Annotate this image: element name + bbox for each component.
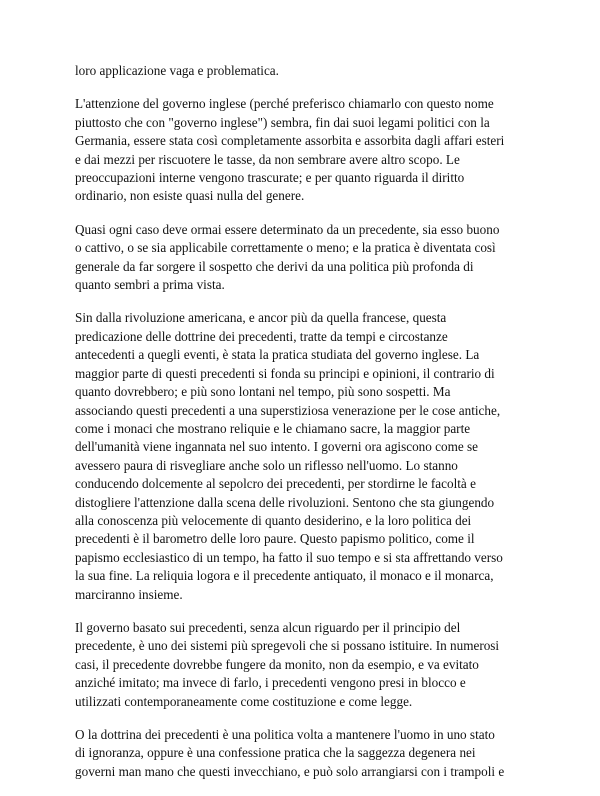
- text-line: precedente, è uno dei sistemi più spregevoli che si possano istituire. In numerosi: [75, 638, 500, 654]
- text-line: maggior parte di questi precedenti si fonda su principi e opinioni, il contrario di: [75, 365, 495, 381]
- text-line: O la dottrina dei precedenti è una politica volta a mantenere l'uomo in uno stato: [75, 727, 495, 742]
- text-line: utilizzati contemporaneamente come costituzione e come legge.: [75, 693, 413, 709]
- text-line: casi, il precedente dovrebbe fungere da monito, non da esempio, e va evitato: [75, 656, 479, 672]
- text-line: la sua fine. La reliquia logora e il precedente antiquato, il monaco e il monarca,: [75, 568, 494, 584]
- text-line: Il governo basato sui precedenti, senza alcun riguardo per il principio del: [75, 619, 461, 635]
- text-line: marciranno insieme.: [75, 586, 183, 602]
- text-line: Germania, essere stata così completamente assorbita e assorbita dagli affari esteri: [75, 133, 505, 149]
- text-line: anziché imitato; ma invece di farlo, i precedenti vengono presi in blocco e: [75, 675, 466, 691]
- text-line: associando questi precedenti a una superstiziosa venerazione per le cose antiche,: [75, 402, 501, 418]
- text-line: conducendo dolcemente al sepolcro dei precedenti, per stordirne le facoltà e: [75, 476, 476, 492]
- paragraph: [75, 221, 533, 295]
- text-line: L'attenzione del governo inglese (perché preferisco chiamarlo con questo nome: [75, 96, 494, 112]
- text-line: avessero paura di risvegliare anche solo un riflesso nell'uomo. Lo stanno: [75, 457, 458, 473]
- text-line: precedenti è il barometro delle loro paure. Questo papismo politico, come il: [75, 531, 475, 547]
- document-body: [75, 62, 533, 796]
- text-line: Sin dalla rivoluzione americana, e ancor più da quella francese, questa: [75, 310, 447, 326]
- text-line: o cattivo, o se sia applicabile correttamente o meno; e la pratica è diventata così: [75, 240, 496, 256]
- text-line: ordinario, non esiste quasi nulla del genere.: [75, 188, 305, 204]
- text-line: dell'umanità viene ingannata nel suo intento. I governi ora agiscono come se: [75, 439, 479, 455]
- text-line: preoccupazioni interne vengono trascurate; e per quanto riguarda il diritto: [75, 170, 465, 186]
- text-line: governi man mano che questi invecchiano, e può solo arrangiarsi con i trampoli e: [75, 763, 505, 779]
- text-line: e dai mezzi per riscuotere le tasse, da non sembrare avere altro scopo. Le: [75, 151, 460, 167]
- text-line: distogliere l'attenzione dalla scena delle rivoluzioni. Sentono che sta giungendo: [75, 494, 495, 510]
- text-line: alla conoscenza più velocemente di quanto desiderino, e la loro politica dei: [75, 512, 472, 528]
- text-line: quanto sembri a prima vista.: [75, 277, 225, 293]
- text-line: Quasi ogni caso deve ormai essere determinato da un precedente, sia esso buono: [75, 221, 500, 237]
- text-line: come i monaci che mostrano reliquie e le chiamano sacre, la maggior parte: [75, 420, 471, 436]
- text-line: antecedenti a quegli eventi, è stata la pratica studiata del governo inglese. La: [75, 347, 480, 363]
- text-line: di ignoranza, oppure è una confessione pratica che la saggezza degenera nei: [75, 745, 476, 761]
- text-line: generale da far sorgere il sospetto che derivi da una politica più profonda di: [75, 258, 474, 274]
- paragraph: [75, 726, 533, 781]
- paragraph: [75, 619, 533, 711]
- text-line: piuttosto che con "governo inglese") sembra, fin dai suoi legami politici con la: [75, 114, 490, 130]
- text-line: predicazione delle dottrine dei precedenti, tratte da tempi e circostanze: [75, 328, 448, 344]
- text-line: loro applicazione vaga e problematica.: [75, 63, 279, 78]
- paragraph: [75, 309, 533, 604]
- text-line: papismo ecclesiastico di un tempo, ha fatto il suo tempo e si sta affrettando verso: [75, 549, 503, 565]
- text-line: quanto dovrebbero; e più sono lontani nel tempo, più sono sospetti. Ma: [75, 384, 451, 400]
- paragraph: [75, 62, 533, 80]
- paragraph: [75, 95, 533, 205]
